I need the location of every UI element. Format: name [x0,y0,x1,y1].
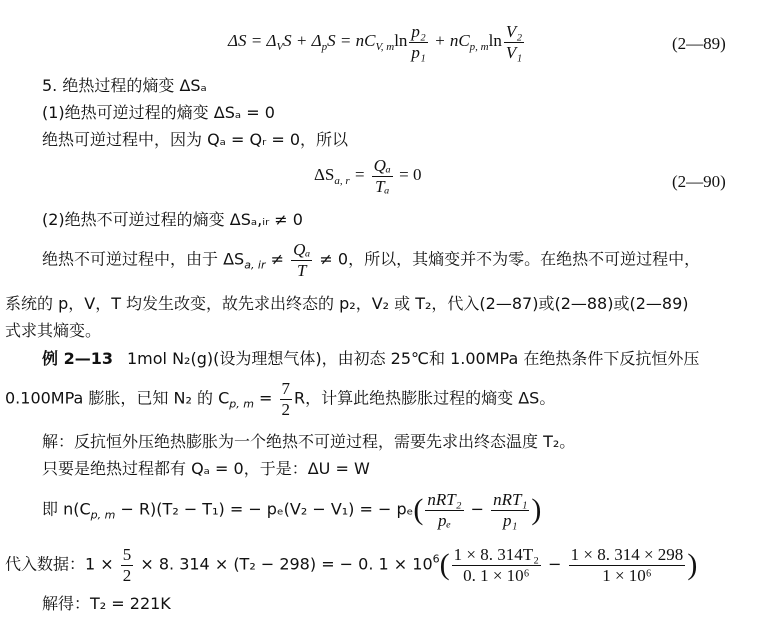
item-reversible: (1)绝热可逆过程的熵变 ΔSₐ = 0 [42,103,275,122]
eq-ln: ln [394,30,408,50]
section-heading-5: 5. 绝热过程的熵变 ΔSₐ [42,76,207,95]
solution-line2: 只要是绝热过程都有 Qₐ = 0，于是：ΔU = W [42,459,370,478]
fraction-numerator: 1 × 8. 314T₂ [453,545,540,564]
solution-superscript: 6 [432,552,440,566]
solution-fraction [425,490,463,530]
fraction-denominator: pₑ [437,510,451,530]
solution-text: − [543,554,567,574]
fraction-denominator: 2 [281,399,291,419]
paren-open: ( [439,548,450,582]
equation-number-2-89: (2—89) [672,34,726,53]
example-line2 [5,379,555,419]
fraction-denominator: p₁ [503,510,518,530]
fraction-denominator: T [296,260,307,280]
eq-ln: ln [488,30,502,50]
solution-line3 [42,490,541,530]
paren-close: ) [531,493,542,527]
eq-text: S + Δ [283,30,322,50]
solution-fraction [121,545,134,585]
eq-fraction [372,156,393,196]
eq-fraction [409,22,427,62]
solution-text: × 8. 314 × (T₂ − 298) = − 0. 1 × 10 [135,554,433,574]
fraction-numerator: 1 × 8. 314 × 298 [570,545,684,564]
example-label: 例 2—13 [42,349,113,368]
solution-line1: 解：反抗恒外压绝热膨胀为一个绝热不可逆过程，需要先求出终态温度 T₂。 [42,432,576,451]
equation-2-90 [314,156,422,196]
fraction-denominator: p₁ [411,42,426,62]
solution-text: 即 n(C [42,499,91,519]
para-subscript: a, ir [244,258,266,272]
example-text: 0.100MPa 膨胀，已知 N₂ 的 C [5,388,230,408]
equation-2-89: $\Delta S = \Delta_VS + \Delta_pS = nC_{V, m}\ln$ $\frac{\text{p₂}}{\text{p₁}}$ + $nC_{p, m}\ln$ $\frac{\text{V₂}}{\text{V₁}}$ [228,22,523,62]
fraction-denominator: 2 [122,565,132,585]
example-text: = [253,388,278,408]
para-text: ≠ 0，所以，其熵变并不为零。在绝热不可逆过程中， [314,249,701,269]
fraction-numerator: 7 [281,379,291,398]
eq-subscript: p, m [469,40,489,53]
para-fraction [291,240,312,280]
solution-result: 解得：T₂ = 221K [42,594,171,613]
eq-text: = [349,164,370,184]
fraction-numerator: V₂ [505,22,523,41]
example-text: R，计算此绝热膨胀过程的熵变 ΔS。 [294,388,556,408]
eq-subscript: a, r [334,174,350,187]
fraction-denominator: Tₐ [375,176,390,196]
fraction-denominator: 0. 1 × 10⁶ [463,565,530,585]
fraction-denominator: V₁ [505,42,523,62]
eq-subscript: V, m [375,40,395,53]
eq-text: S = nC [327,30,376,50]
solution-fraction [491,490,529,530]
para-text: 绝热不可逆过程中，由于 ΔS [42,249,245,269]
fraction-numerator: nRT₁ [493,490,528,509]
solution-text: − [465,499,490,519]
example-text: 1mol N₂(g)(设为理想气体)，由初态 25℃和 1.00MPa 在绝热条件下反抗恒外压 [126,349,700,368]
paren-open: ( [413,493,424,527]
solution-subscript: p, m [90,508,116,522]
fraction-denominator: 1 × 10⁶ [602,565,652,585]
solution-fraction [452,545,541,585]
example-subscript: p, m [229,397,254,411]
solution-text: 代入数据：1 × [5,554,119,574]
eq-text: + nC [429,30,470,50]
eq-fraction [504,22,524,62]
fraction-numerator: 5 [122,545,132,564]
solution-fraction [569,545,686,585]
eq-text: ΔS [314,164,335,184]
fraction-numerator: nRT₂ [427,490,462,509]
eq-text: ΔS = Δ [228,30,277,50]
irreversible-paragraph-line3: 式求其熵变。 [5,321,102,340]
solution-line4 [5,545,697,585]
reversible-text: 绝热可逆过程中，因为 Qₐ = Qᵣ = 0，所以 [42,130,349,149]
fraction-numerator: Qₐ [373,156,391,175]
fraction-numerator: p₂ [411,22,426,41]
example-fraction [280,379,293,419]
irreversible-paragraph-line1 [42,240,700,280]
eq-text: = 0 [394,164,422,184]
solution-text: − R)(T₂ − T₁) = − pₑ(V₂ − V₁) = − pₑ [115,499,414,519]
irreversible-paragraph-line2: 系统的 p，V，T 均发生改变，故先求出终态的 p₂，V₂ 或 T₂，代入(2—87)或(2—88)或(2—89) [5,294,689,313]
para-text: ≠ [265,249,290,269]
fraction-numerator: Qₐ [293,240,311,259]
paren-close: ) [687,548,698,582]
item-irreversible: (2)绝热不可逆过程的熵变 ΔSₐ,ᵢᵣ ≠ 0 [42,210,303,229]
equation-number-2-90: (2—90) [672,172,726,191]
example-line1 [42,349,699,368]
